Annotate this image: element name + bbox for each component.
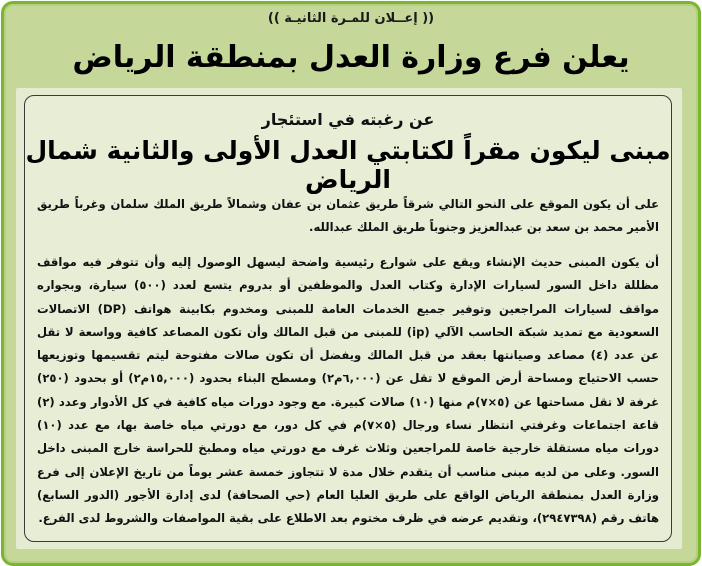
sub-heading: عن رغبته في استئجار bbox=[261, 110, 435, 129]
section-heading: مبنى ليكون مقراً لكتابتي العدل الأولى والثانية شمال الرياض bbox=[25, 136, 671, 194]
announcement-card bbox=[1, 1, 701, 566]
pre-title: (( إعــلان للمـرة الثانيـة )) bbox=[267, 11, 435, 26]
location-paragraph: على أن يكون الموقع على النحو التالي شرقاً طريق عثمان بن عفان وشمالاً طريق الملك سلمان وغرباً طريق الأمير محمد بن سعد بن عبدالعزيز وجنوباً طريق الملك عبدالله. bbox=[37, 197, 659, 235]
inner-panel bbox=[16, 88, 682, 549]
inner-frame bbox=[24, 95, 672, 542]
main-title: يعلن فرع وزارة العدل بمنطقة الرياض bbox=[72, 40, 630, 75]
requirements-paragraph: أن يكون المبنى حديث الإنشاء ويقع على شوارع رئيسية واضحة ليسهل الوصول إليه وأن تتوفر فيه مواقف مظللة داخل السور لسيارات الإدارة وكتاب العدل والموظفين أو بدروم يتسع لعدد (٥٠٠) سيارة، وبجواره مواقف لسيارات المراجعين وتوفير جميع الخدمات العامة للمبنى ومخدوم بكابينة هواتف (DP) الاتصالات السعودية مع تمديد شبكة الحاسب الآلي (ip) للمبنى من قبل المالك وأن تكون المصاعد كافية وواسعة لا تقل عن عدد (٤) مصاعد وصيانتها بعقد من قبل المالك ويفضل أن تكون صالات مفتوحة ليتم تقسيمها وتوزيعها حسب الاحتياج ومساحة أرض الموقع لا تقل عن (٦,٠٠٠م٢) ومسطح البناء بحدود (١٥,٠٠٠م٢) أو بحدود (٢٥٠) غرفة لا تقل مساحتها عن (٥×٧)م منها (١٠) صالات كبيرة. مع وجود دورات مياه كافية في كل الأدوار وعدد (٢) قاعة اجتماعات وغرفتي انتظار نساء ورجال (٥×٧)م في كل دور، مع دورتي مياه خاصة بها، مع عدد (١٠) دورات مياه مستقلة خارجية خاصة للمراجعين وثلاث غرف مع دورتي مياه ومطبخ للحراسة خارج المبنى داخل السور. وعلى من لديه مبنى مناسب أن يتقدم خلال مدة لا تتجاوز خمسة عشر يوماً من تاريخ الإعلان إلى فرع وزارة العدل بمنطقة الرياض الواقع على طريق العليا العام (حي الصحافة) لدى إدارة الأجور (الدور السابع) هاتف رقم (٢٩٤٧٣٩٨)، وتقديم عرضه في ظرف مختوم بعد الاطلاع على بقية المواصفات والشروط لدى الفرع. bbox=[37, 255, 660, 526]
